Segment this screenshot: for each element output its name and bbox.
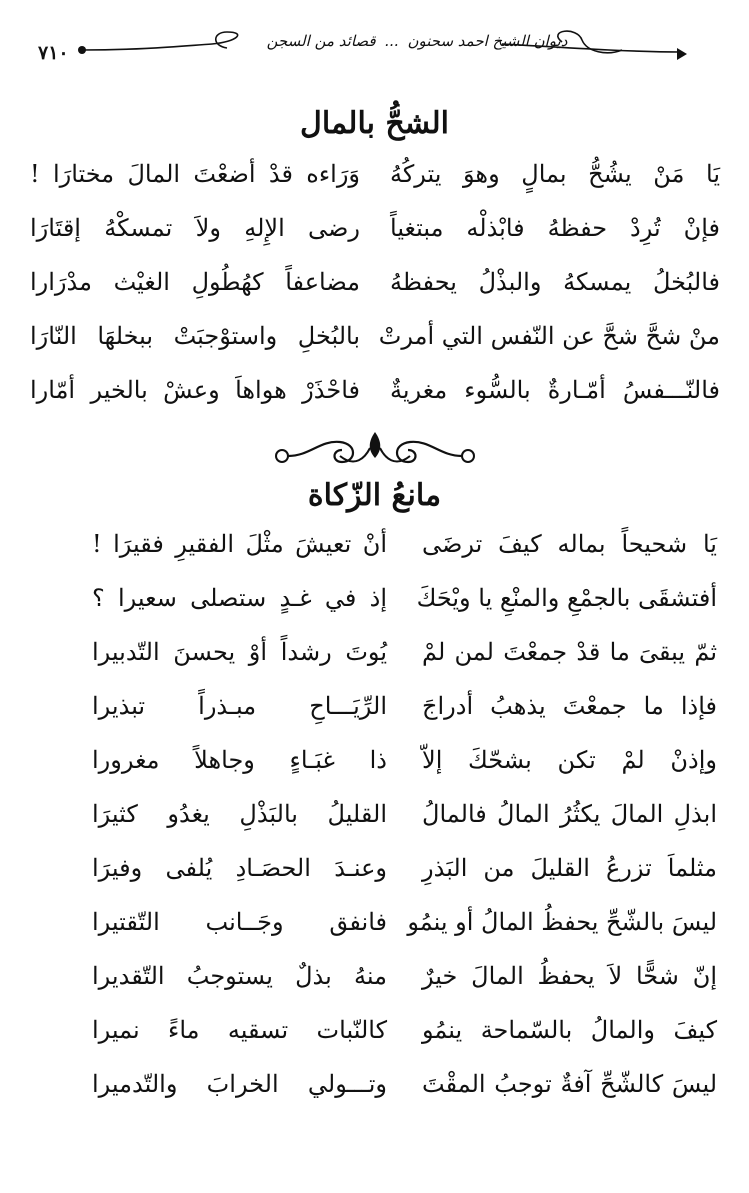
second-hemistich: مضاعفاً كهُطُولِ الغيْث مدْرَارا xyxy=(30,268,360,296)
second-hemistich: بالبُخلِ واستوْجبَتْ ببخلهَا النّارَا xyxy=(30,322,360,350)
poem-title: مانعُ الزّكاة xyxy=(307,478,442,513)
first-hemistich: ثمّ يبقىَ ما قدْ جمعْتَ لمن لمْ xyxy=(422,638,717,666)
verse-line xyxy=(92,1016,717,1044)
second-hemistich: وتـــولي الخرابَ والتّدميرا xyxy=(92,1070,387,1098)
running-header xyxy=(252,32,582,50)
verse-line xyxy=(92,854,717,882)
book-title: ديوان الشيخ احمد سحنون xyxy=(407,32,568,50)
verse-line xyxy=(92,1070,717,1098)
first-hemistich: إنّ شحًّا لاَ يحفظُ المالَ خيرٌ xyxy=(422,962,717,990)
verse-line xyxy=(30,160,720,188)
verse-line xyxy=(30,268,720,296)
second-hemistich: وَرَاءه قدْ أضعْتَ المالَ مختارَا ! xyxy=(30,160,360,188)
verse-line xyxy=(30,376,720,404)
second-hemistich: إذ في غـدٍ ستصلى سعيرا ؟ xyxy=(92,584,387,612)
first-hemistich: فالنّـــفسُ أمّـارةٌ بالسُّوء مغريةٌ xyxy=(390,376,720,404)
verse-line xyxy=(92,584,717,612)
verse-line xyxy=(92,746,717,774)
second-hemistich: فانفق وجَــانب التّقتيرا xyxy=(92,908,387,936)
first-hemistich: وإذنْ لمْ تكن بشحّكَ إلاّ xyxy=(422,746,717,774)
verse-line xyxy=(92,800,717,828)
first-hemistich: فإنْ تُرِدْ حفظهُ فابْذلْه مبتغياً xyxy=(390,214,720,242)
second-hemistich: أنْ تعيشَ مثْلَ الفقيرِ فقيرَا ! xyxy=(92,530,387,558)
verse-line xyxy=(92,962,717,990)
header-separator: ... xyxy=(384,32,399,50)
first-hemistich: أفتشقَى بالجمْعِ والمنْعِ يا ويْحَكَ xyxy=(416,584,717,612)
second-hemistich: ذا غبَـاءٍ وجاهلاً مغرورا xyxy=(92,746,387,774)
first-hemistich: يَا مَنْ يشُحُّ بمالٍ وهوَ يتركُهُ xyxy=(390,160,720,188)
section-title: قصائد من السجن xyxy=(266,32,376,50)
page-number: ٧١٠ xyxy=(38,42,69,64)
first-hemistich: ليسَ بالشّحِّ يحفظُ المالُ أو ينمُو xyxy=(407,908,717,936)
first-hemistich: فالبُخلُ يمسكهُ والبذْلُ يحفظهُ xyxy=(390,268,720,296)
first-hemistich: ليسَ كالشّحِّ آفةٌ توجبُ المقْتَ xyxy=(422,1070,717,1098)
first-hemistich: كيفَ والمالُ بالسّماحة ينمُو xyxy=(422,1016,717,1044)
second-hemistich: منهُ بذلٌ يستوجبُ التّقديرا xyxy=(92,962,387,990)
second-hemistich: يُوتَ رشداً أوْ يحسنَ التّدبيرا xyxy=(92,638,387,666)
first-hemistich: فإذا ما جمعْتَ يذهبُ أدراجَ xyxy=(422,692,717,720)
second-hemistich: وعنـدَ الحصَـادِ يُلفى وفيرَا xyxy=(92,854,387,882)
verse-line xyxy=(92,692,717,720)
verse-line xyxy=(92,530,717,558)
second-hemistich: الرِّيَـــاحِ مبـذراً تبذيرا xyxy=(92,692,387,720)
first-hemistich: يَا شحيحاً بماله كيفَ ترضَى xyxy=(422,530,717,558)
second-hemistich: كالنّبات تسقيه ماءً نميرا xyxy=(92,1016,387,1044)
verse-line xyxy=(30,322,720,350)
second-hemistich: القليلُ بالبَذْلِ يغدُو كثيرَا xyxy=(92,800,387,828)
second-hemistich: فاحْذَرْ هواهاَ وعشْ بالخير أمّارا xyxy=(30,376,360,404)
verse-line xyxy=(30,214,720,242)
verse-line xyxy=(92,638,717,666)
first-hemistich: ابذلِ المالَ يكثُرُ المالُ فالمالُ xyxy=(422,800,717,828)
section-divider-ornament xyxy=(270,428,480,476)
page-header xyxy=(22,22,722,77)
poem-title: الشحُّ بالمال xyxy=(300,106,449,141)
verse-line xyxy=(92,908,717,936)
second-hemistich: رضى الإِلهِ ولاَ تمسكْهُ إقتَارَا xyxy=(30,214,360,242)
first-hemistich: منْ شحَّ شحَّ عن النّفس التي أمرتْ xyxy=(378,322,720,350)
first-hemistich: مثلماَ تزرعُ القليلَ من البَذرِ xyxy=(422,854,717,882)
